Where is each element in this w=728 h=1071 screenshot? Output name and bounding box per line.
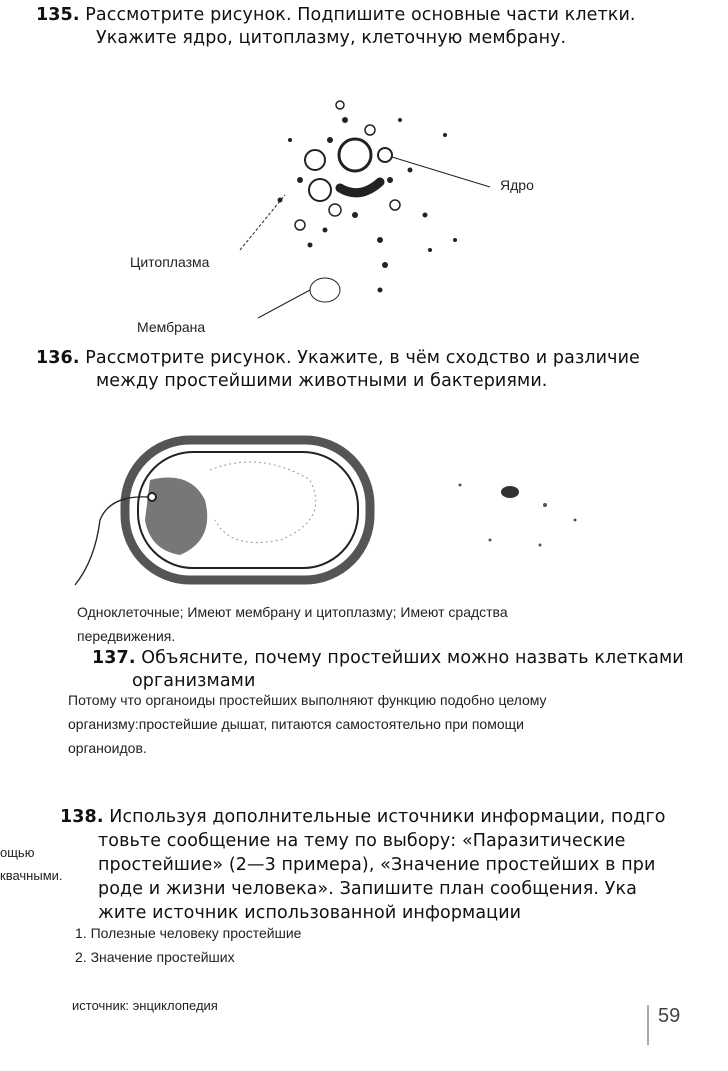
label-cytoplasm: Цитоплазма xyxy=(130,254,210,270)
task-text: товьте сообщение на тему по выбору: «Паразитические xyxy=(98,831,626,851)
task-text: Объясните, почему простейших можно назвать клетками xyxy=(141,648,684,668)
task-text: Рассмотрите рисунок. Подпишите основные части клетки. xyxy=(85,5,636,25)
task-text: Рассмотрите рисунок. Укажите, в чём сходство и различие xyxy=(85,348,640,368)
answer-137 xyxy=(68,688,547,760)
task-137 xyxy=(92,647,684,693)
task-text: Используя дополнительные источники информации, подго xyxy=(109,807,666,827)
task-text: жите источник использованной информации xyxy=(98,903,522,923)
plan-item: 2. Значение простейших xyxy=(75,949,235,965)
plan-list xyxy=(75,921,301,969)
task-text: простейшие» (2—3 примера), «Значение простейших в при xyxy=(98,855,656,875)
task-text: Укажите ядро, цитоплазму, клеточную мембрану. xyxy=(96,28,567,48)
answer-line: Потому что органоиды простейших выполняют функцию подобно целому xyxy=(68,692,547,708)
task-number: 136. xyxy=(36,348,80,368)
task-number: 135. xyxy=(36,5,80,25)
bacterium-illustration xyxy=(75,440,370,585)
label-nucleus: Ядро xyxy=(500,177,534,193)
task-text: организмами xyxy=(132,671,256,691)
source-line: источник: энциклопедия xyxy=(72,998,218,1013)
amoeba-illustration xyxy=(240,101,490,318)
answer-line: Одноклеточные; Имеют мембрану и цитоплазму; Имеют срадства xyxy=(77,604,508,620)
task-text: роде и жизни человека». Запишите план сообщения. Ука xyxy=(98,879,637,899)
answer-line: передвижения. xyxy=(77,628,176,644)
task-number: 138. xyxy=(60,807,104,827)
faded-illustration xyxy=(459,484,577,547)
plan-item: 1. Полезные человеку простейшие xyxy=(75,925,302,941)
task-136 xyxy=(36,347,640,393)
margin-fragment: квачными. xyxy=(0,868,63,883)
page-number: 59 xyxy=(658,1005,681,1027)
answer-136 xyxy=(77,600,508,648)
answer-line: органоидов. xyxy=(68,740,147,756)
label-membrane: Мембрана xyxy=(137,319,206,335)
task-number: 137. xyxy=(92,648,136,668)
task-text: между простейшими животными и бактериями. xyxy=(96,371,548,391)
answer-line: организму:простейшие дышат, питаются самостоятельно при помощи xyxy=(68,716,524,732)
margin-fragment: ощью xyxy=(0,845,35,860)
task-138 xyxy=(60,805,666,925)
